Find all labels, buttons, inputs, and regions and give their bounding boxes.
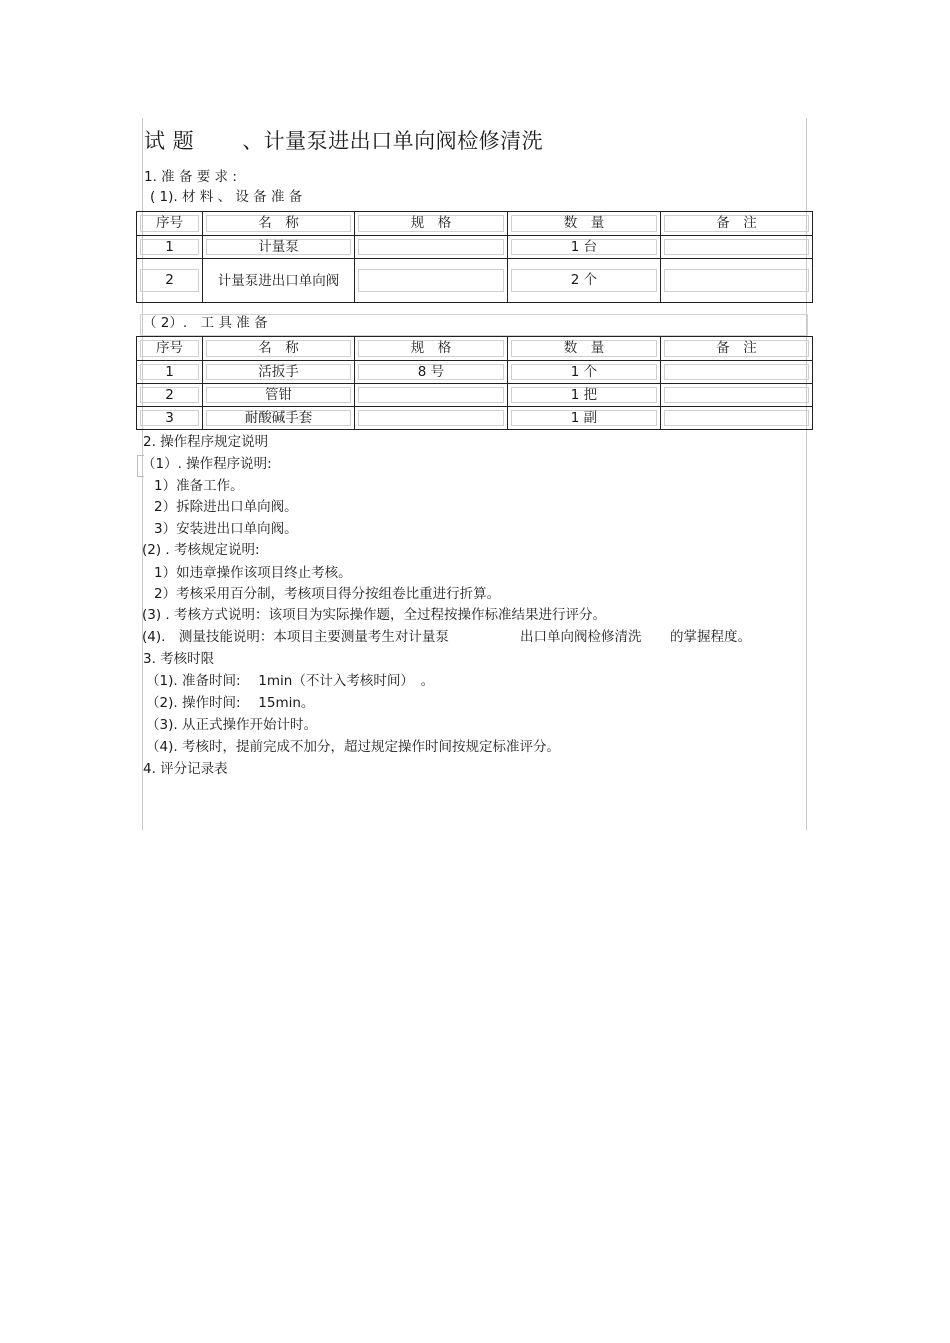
method-text: (3) . 考核方式说明：该项目为实际操作题，全过程按操作标准结果进行评分。 (142, 607, 606, 623)
procedure-item: 3）安装进出口单向阀。 (154, 521, 298, 537)
table-cell: 3 (137, 407, 203, 430)
rules-item: 2）考核采用百分制，考核项目得分按组卷比重进行折算。 (154, 586, 501, 602)
table-cell: 1 个 (508, 361, 661, 384)
column-header: 序号 (137, 212, 203, 236)
rules-item: 1）如违章操作该项目终止考核。 (154, 565, 352, 581)
table-cell: 耐酸碱手套 (203, 407, 355, 430)
tools-heading: （ 2）. 工 具 准 备 (143, 315, 268, 331)
time-limit-item: （4). 考核时，提前完成不加分，超过规定操作时间按规定标准评分。 (146, 739, 560, 755)
column-header: 序号 (137, 337, 203, 361)
table-cell: 1 (137, 361, 203, 384)
table-cell: 1 (137, 236, 203, 259)
rules-heading: (2) . 考核规定说明: (142, 542, 260, 558)
column-header: 备 注 (661, 337, 813, 361)
table-cell (355, 407, 508, 430)
table-cell (661, 384, 813, 407)
table-cell: 1 台 (508, 236, 661, 259)
materials-heading: ( 1). 材 料 、 设 备 准 备 (150, 189, 303, 205)
table-header-row (137, 212, 813, 236)
table-cell (661, 259, 813, 303)
time-limit-item: （3). 从正式操作开始计时。 (146, 717, 317, 733)
procedure-item: 1）准备工作。 (154, 478, 244, 494)
table-cell: 2 个 (508, 259, 661, 303)
title-prefix: 试 题 (144, 129, 195, 153)
procedure-heading: （1）. 操作程序说明: (142, 456, 272, 472)
column-header: 数 量 (508, 212, 661, 236)
table-cell: 1 副 (508, 407, 661, 430)
table-cell: 2 (137, 384, 203, 407)
table-cell: 计量泵 (203, 236, 355, 259)
time-limit-item: （1). 准备时间: 1min（不计入考核时间） 。 (146, 673, 435, 689)
page-title (144, 127, 543, 155)
table-row (137, 384, 813, 407)
section3-heading: 3. 考核时限 (143, 651, 215, 667)
table-cell: 8 号 (355, 361, 508, 384)
table-cell (355, 236, 508, 259)
table-cell (661, 361, 813, 384)
title-main: 、计量泵进出口单向阀检修清洗 (242, 129, 544, 153)
tools-table (136, 336, 813, 430)
section4-heading: 4. 评分记录表 (143, 761, 228, 777)
table-cell (355, 384, 508, 407)
column-header: 规 格 (355, 212, 508, 236)
column-header: 备 注 (661, 212, 813, 236)
table-cell (661, 407, 813, 430)
table-row (137, 407, 813, 430)
table-cell: 管钳 (203, 384, 355, 407)
column-header: 名 称 (203, 212, 355, 236)
column-header: 规 格 (355, 337, 508, 361)
table-cell (355, 259, 508, 303)
time-limit-item: （2). 操作时间: 15min。 (146, 695, 315, 711)
column-header: 名 称 (203, 337, 355, 361)
table-cell: 1 把 (508, 384, 661, 407)
table-cell (661, 236, 813, 259)
table-row (137, 236, 813, 259)
table-header-row (137, 337, 813, 361)
table-cell: 活扳手 (203, 361, 355, 384)
column-header: 数 量 (508, 337, 661, 361)
section1-heading: 1. 准 备 要 求 : (144, 169, 237, 185)
table-cell: 计量泵进出口单向阀 (203, 259, 355, 303)
table-cell: 2 (137, 259, 203, 303)
skill-text-c: 的掌握程度。 (670, 629, 751, 645)
section2-heading: 2. 操作程序规定说明 (143, 434, 269, 450)
table-row (137, 361, 813, 384)
skill-text-b: 出口单向阀检修清洗 (520, 629, 642, 645)
table-row (137, 259, 813, 303)
skill-text-a: (4). 测量技能说明：本项目主要测量考生对计量泵 (142, 629, 449, 645)
procedure-item: 2）拆除进出口单向阀。 (154, 499, 298, 515)
materials-table (136, 211, 813, 303)
